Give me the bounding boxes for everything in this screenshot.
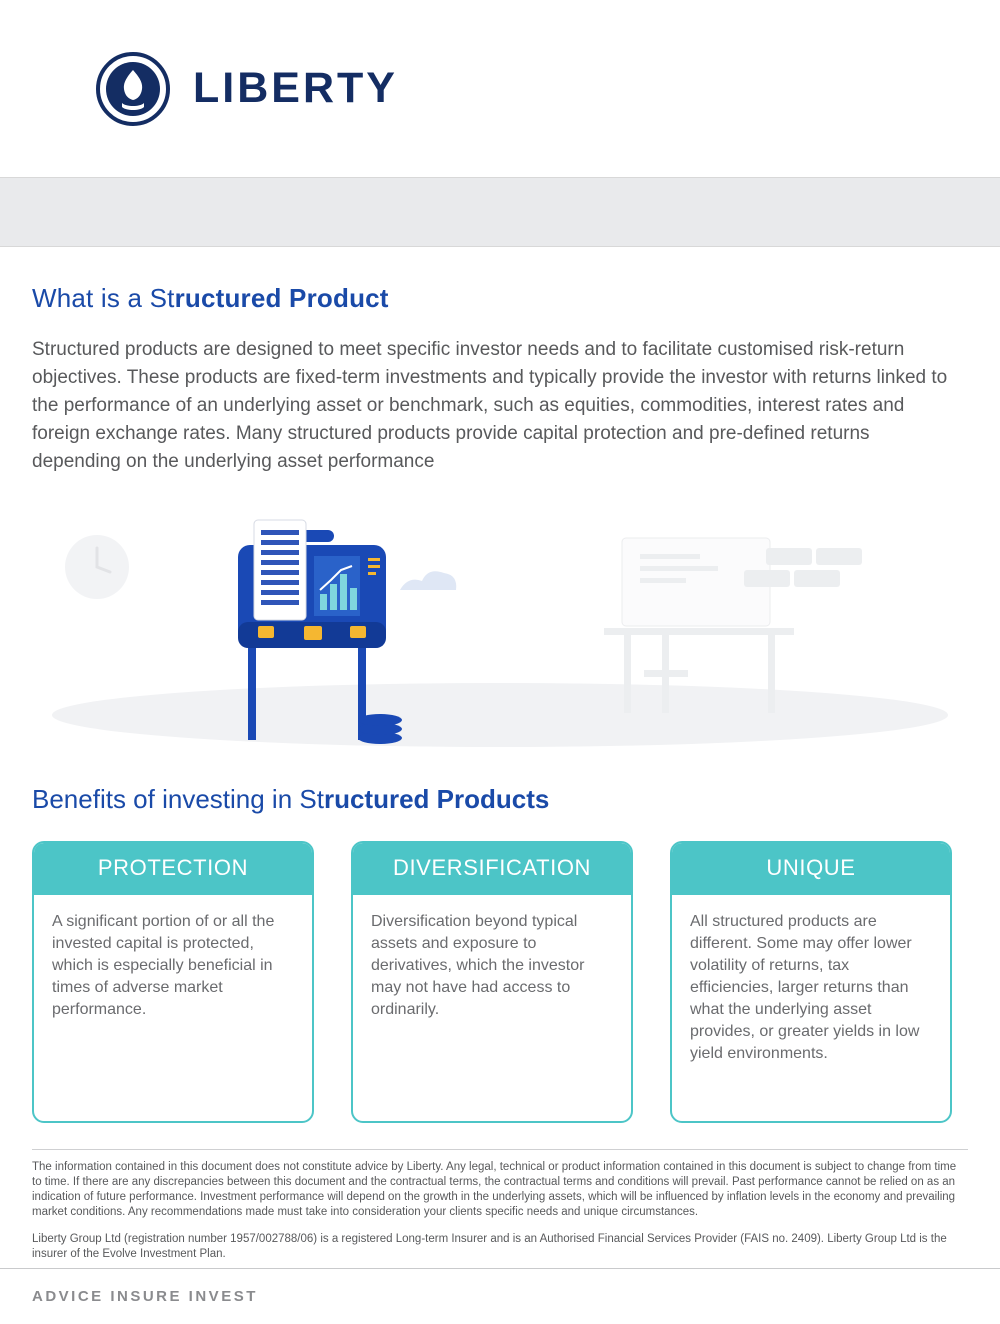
disclaimer-block bbox=[32, 1160, 968, 1262]
illustration-briefcase-charts-desk bbox=[32, 510, 968, 760]
section-title-plain: What is a St bbox=[32, 283, 175, 313]
benefit-card-text: All structured products are different. Some may offer lower volatility of returns, tax efficiencies, larger returns than what the underlying asset provides, or greater yields in low yield environments. bbox=[690, 913, 920, 1062]
benefit-card-unique bbox=[670, 841, 952, 1123]
benefit-card-protection bbox=[32, 841, 314, 1123]
document-footer bbox=[0, 1268, 1000, 1324]
footer-tagline: ADVICE INSURE INVEST bbox=[32, 1288, 258, 1305]
section-title-bold: ructured Product bbox=[174, 283, 389, 313]
benefit-card-diversification bbox=[351, 841, 633, 1123]
document-body bbox=[0, 283, 1000, 1262]
brand-name: LIBERTY bbox=[193, 64, 398, 112]
benefit-card-heading: UNIQUE bbox=[672, 843, 950, 895]
benefits-title-plain: Benefits of investing in St bbox=[32, 784, 324, 814]
document-header bbox=[0, 0, 1000, 178]
benefit-cards bbox=[32, 841, 968, 1123]
benefit-card-heading: PROTECTION bbox=[34, 843, 312, 895]
benefit-card-heading: DIVERSIFICATION bbox=[353, 843, 631, 895]
header-accent-band bbox=[0, 178, 1000, 247]
brand-logo bbox=[95, 51, 398, 127]
liberty-flame-icon bbox=[95, 51, 171, 127]
section-title-what-is bbox=[32, 283, 968, 314]
disclaimer-paragraph-1: The information contained in this document does not constitute advice by Liberty. Any legal, technical or product information contained in this document is subject to change from time to time. If there are any discrepancies between this document and the contractual terms, the contractual terms and conditions will prevail. Past performance cannot be relied on as an indication of future performance. Investment performance will depend on the growth in the underlying assets, which will be influenced by inflation levels in the economy and prevailing market conditions. Any recommendations made must take into consideration your clients specific needs and unique circumstances. bbox=[32, 1161, 957, 1218]
section-body-what-is: Structured products are designed to meet specific investor needs and to facilitate customised risk-return objectives. These products are fixed-term investments and typically provide the investor with returns linked to the performance of an underlying asset or benchmark, such as equities, commodities, interest rates and foreign exchange rates. Many structured products provide capital protection and pre-defined returns depending on the underlying asset performance bbox=[32, 339, 948, 472]
benefits-title-bold: ructured Products bbox=[323, 784, 550, 814]
benefit-card-text: Diversification beyond typical assets and exposure to derivatives, which the investor may not have had access to ordinarily. bbox=[371, 913, 585, 1018]
section-title-benefits bbox=[32, 784, 968, 815]
benefit-card-text: A significant portion of or all the invested capital is protected, which is especially beneficial in times of adverse market performance. bbox=[52, 913, 275, 1018]
disclaimer-divider bbox=[32, 1149, 968, 1150]
disclaimer-paragraph-2: Liberty Group Ltd (registration number 1957/002788/06) is a registered Long-term Insurer and is an Authorised Financial Services Provider (FAIS no. 2409). Liberty Group Ltd is the insurer of the Evolve Investment Plan. bbox=[32, 1233, 947, 1260]
